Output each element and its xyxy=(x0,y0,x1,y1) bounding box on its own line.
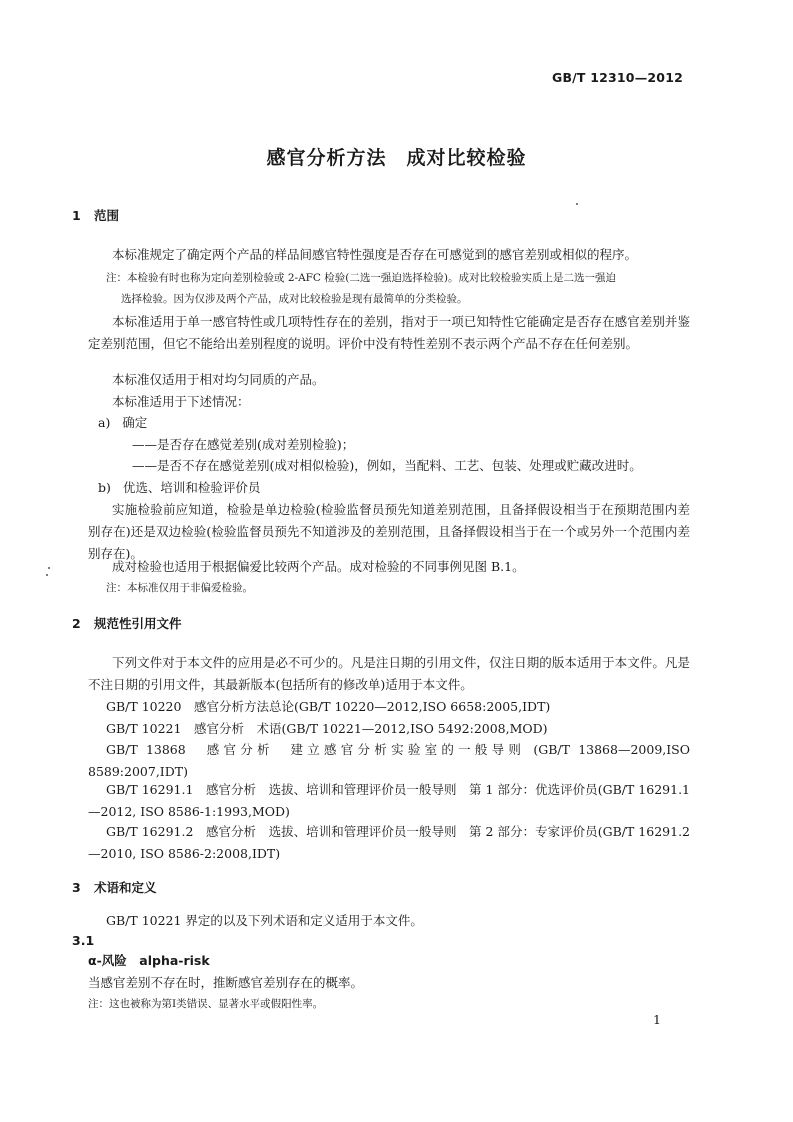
section-3-heading xyxy=(72,878,157,896)
note-continuation: 选择检验。因为仅涉及两个产品，成对比较检验是现有最简单的分类检验。 xyxy=(121,293,468,305)
note: 注：这也被称为第Ⅰ类错误、显著水平或假阳性率。 xyxy=(88,998,324,1010)
note: 注：本标准仅用于非偏爱检验。 xyxy=(106,582,253,594)
paragraph: 下列文件对于本文件的应用是必不可少的。凡是注日期的引用文件，仅注日期的版本适用于本文件。凡是不注日期的引用文件，其最新版本(包括所有的修改单)适用于本文件。 xyxy=(88,655,690,692)
list-item-b xyxy=(98,477,260,499)
reference-item: GB/T 16291.1 感官分析 选拔、培训和管理评价员一般导则 第 1 部分：优选评价员(GB/T 16291.1—2012, ISO 8586-1:1993,MOD) xyxy=(88,782,690,819)
section-number: 2 xyxy=(72,616,81,631)
list-item-a xyxy=(98,412,147,434)
term-number: 3.1 xyxy=(72,933,95,948)
note: 注：本检验有时也称为定向差别检验或 2-AFC 检验(二选一强迫选择检验)。成对比较检验实质上是二选一强迫 xyxy=(106,272,616,284)
reference-item: GB/T 16291.2 感官分析 选拔、培训和管理评价员一般导则 第 2 部分：专家评价员(GB/T 16291.2—2010, ISO 8586-2:2008,IDT) xyxy=(88,824,690,861)
page-number: 1 xyxy=(653,1012,661,1027)
reference-item: GB/T 13868 感官分析 建立感官分析实验室的一般导则 (GB/T 13868—2009,ISO 8589:2007,IDT) xyxy=(88,742,690,779)
standard-code: GB/T 12310—2012 xyxy=(551,70,683,85)
paragraph: 本标准适用于下述情况： xyxy=(112,394,250,409)
section-number: 1 xyxy=(72,208,81,223)
reference-item: GB/T 10221 感官分析 术语(GB/T 10221—2012,ISO 5492:2008,MOD) xyxy=(106,721,548,736)
list-text: 优选、培训和检验评价员 xyxy=(122,480,261,495)
list-label: b) xyxy=(98,480,111,495)
section-2-heading xyxy=(72,614,182,632)
term-title: α-风险 alpha-risk xyxy=(88,953,210,968)
scan-speck xyxy=(576,203,578,205)
section-title: 规范性引用文件 xyxy=(94,616,182,631)
paragraph: 本标准仅适用于相对均匀同质的产品。 xyxy=(112,372,325,387)
section-1-heading xyxy=(72,206,119,224)
section-number: 3 xyxy=(72,880,81,895)
reference-item: GB/T 10220 感官分析方法总论(GB/T 10220—2012,ISO 6658:2005,IDT) xyxy=(106,699,551,714)
paragraph: GB/T 10221 界定的以及下列术语和定义适用于本文件。 xyxy=(106,913,423,928)
list-text: 确定 xyxy=(122,415,148,430)
scan-speck xyxy=(48,567,50,569)
dash-item: ——是否不存在感觉差别(成对相似检验)，例如，当配料、工艺、包装、处理或贮藏改进时。 xyxy=(132,458,642,473)
section-title: 术语和定义 xyxy=(94,880,157,895)
paragraph: 实施检验前应知道，检验是单边检验(检验监督员预先知道差别范围，且备择假设相当于在预期范围内差别存在)还是双边检验(检验监督员预先不知道涉及的差别范围，且备择假设相当于在一个或另外一个范围内差别存在)。 xyxy=(88,502,690,561)
section-title: 范围 xyxy=(94,208,120,223)
paragraph: 本标准规定了确定两个产品的样品间感官特性强度是否存在可感觉到的感官差别或相似的程序。 xyxy=(112,247,638,262)
definition: 当感官差别不存在时，推断感官差别存在的概率。 xyxy=(88,975,364,990)
dash-item: ——是否存在感觉差别(成对差别检验)； xyxy=(132,437,355,452)
scan-speck xyxy=(46,574,48,576)
list-label: a) xyxy=(98,415,111,430)
paragraph: 成对检验也适用于根据偏爱比较两个产品。成对检验的不同事例见图 B.1。 xyxy=(112,559,525,574)
paragraph: 本标准适用于单一感官特性或几项特性存在的差别，指对于一项已知特性它能确定是否存在感官差别并鉴定差别范围，但它不能给出差别程度的说明。评价中没有特性差别不表示两个产品不存在任何差别。 xyxy=(88,314,690,351)
document-title: 感官分析方法 成对比较检验 xyxy=(266,147,527,169)
